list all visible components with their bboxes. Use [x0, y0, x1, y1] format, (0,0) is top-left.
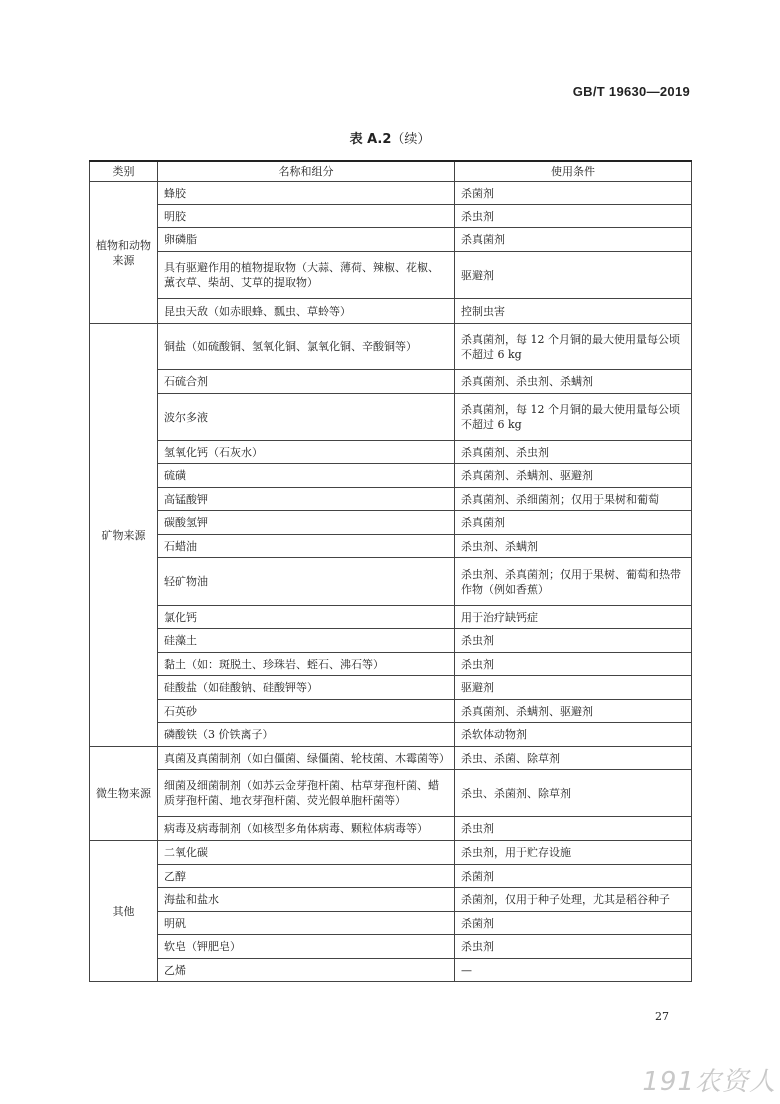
condition-cell: 杀虫剂，用于贮存设施 — [455, 841, 692, 865]
name-cell: 波尔多液 — [158, 394, 455, 441]
condition-cell: 杀真菌剂 — [455, 511, 692, 535]
condition-cell: 杀菌剂 — [455, 865, 692, 888]
name-cell: 海盐和盐水 — [158, 888, 455, 912]
category-cell: 矿物来源 — [90, 324, 158, 747]
table-row — [90, 228, 692, 252]
condition-cell: 杀虫剂、杀真菌剂；仅用于果树、葡萄和热带作物（例如香蕉） — [455, 558, 692, 606]
table-row — [90, 747, 692, 770]
condition-cell: 驱避剂 — [455, 252, 692, 299]
condition-cell: 杀真菌剂，每 12 个月铜的最大使用量每公顷不超过 6 kg — [455, 324, 692, 370]
table-title-number: 表 A.2 — [349, 132, 392, 147]
condition-cell: — — [455, 959, 692, 982]
table-title — [0, 128, 780, 147]
name-cell: 氯化钙 — [158, 606, 455, 629]
condition-cell: 杀菌剂，仅用于种子处理，尤其是稻谷种子 — [455, 888, 692, 912]
table-row — [90, 653, 692, 676]
condition-cell: 杀真菌剂、杀螨剂、驱避剂 — [455, 464, 692, 488]
table-row — [90, 935, 692, 959]
table-title-suffix: （续） — [391, 132, 431, 147]
condition-cell: 杀虫、杀菌、除草剂 — [455, 747, 692, 770]
category-cell: 植物和动物来源 — [90, 182, 158, 324]
name-cell: 明胶 — [158, 205, 455, 228]
table-row — [90, 488, 692, 511]
condition-cell: 杀真菌剂、杀虫剂、杀螨剂 — [455, 370, 692, 394]
name-cell: 细菌及细菌制剂（如苏云金芽孢杆菌、枯草芽孢杆菌、蜡质芽孢杆菌、地衣芽孢杆菌、荧光假单胞杆菌等） — [158, 770, 455, 817]
condition-cell: 杀虫剂 — [455, 629, 692, 653]
condition-cell: 杀虫剂 — [455, 817, 692, 841]
table-row — [90, 441, 692, 464]
condition-cell: 杀菌剂 — [455, 912, 692, 935]
watermark-logo: 191农资人 — [642, 1067, 776, 1097]
column-header-condition: 使用条件 — [455, 161, 692, 182]
table-row — [90, 817, 692, 841]
condition-cell: 杀软体动物剂 — [455, 723, 692, 747]
condition-cell: 杀真菌剂，每 12 个月铜的最大使用量每公顷不超过 6 kg — [455, 394, 692, 441]
name-cell: 昆虫天敌（如赤眼蜂、瓢虫、草蛉等） — [158, 299, 455, 324]
name-cell: 明矾 — [158, 912, 455, 935]
pesticide-table — [89, 160, 692, 982]
condition-cell: 杀虫剂 — [455, 935, 692, 959]
name-cell: 真菌及真菌制剂（如白僵菌、绿僵菌、轮枝菌、木霉菌等） — [158, 747, 455, 770]
table-row — [90, 252, 692, 299]
name-cell: 黏土（如：斑脱土、珍珠岩、蛭石、沸石等） — [158, 653, 455, 676]
table-row — [90, 205, 692, 228]
name-cell: 蜂胶 — [158, 182, 455, 205]
category-cell: 微生物来源 — [90, 747, 158, 841]
table-row — [90, 700, 692, 723]
table-row — [90, 770, 692, 817]
table-row — [90, 511, 692, 535]
name-cell: 病毒及病毒制剂（如核型多角体病毒、颗粒体病毒等） — [158, 817, 455, 841]
condition-cell: 杀虫剂 — [455, 205, 692, 228]
column-header-category: 类别 — [90, 161, 158, 182]
table-row — [90, 959, 692, 982]
table-row — [90, 841, 692, 865]
name-cell: 石英砂 — [158, 700, 455, 723]
condition-cell: 控制虫害 — [455, 299, 692, 324]
table-row — [90, 629, 692, 653]
table-row — [90, 676, 692, 700]
table-row — [90, 912, 692, 935]
name-cell: 硫磺 — [158, 464, 455, 488]
table-row — [90, 394, 692, 441]
name-cell: 乙醇 — [158, 865, 455, 888]
table-body — [90, 182, 692, 982]
condition-cell: 杀菌剂 — [455, 182, 692, 205]
table-row — [90, 888, 692, 912]
condition-cell: 杀虫剂 — [455, 653, 692, 676]
page-number: 27 — [655, 1010, 669, 1023]
name-cell: 硅酸盐（如硅酸钠、硅酸钾等） — [158, 676, 455, 700]
name-cell: 硅藻土 — [158, 629, 455, 653]
table-row — [90, 370, 692, 394]
condition-cell: 杀真菌剂、杀螨剂、驱避剂 — [455, 700, 692, 723]
table-row — [90, 723, 692, 747]
name-cell: 具有驱避作用的植物提取物（大蒜、薄荷、辣椒、花椒、薰衣草、柴胡、艾草的提取物） — [158, 252, 455, 299]
condition-cell: 杀虫、杀菌剂、除草剂 — [455, 770, 692, 817]
condition-cell: 杀真菌剂 — [455, 228, 692, 252]
name-cell: 磷酸铁（3 价铁离子） — [158, 723, 455, 747]
condition-cell: 驱避剂 — [455, 676, 692, 700]
table-row — [90, 464, 692, 488]
name-cell: 碳酸氢钾 — [158, 511, 455, 535]
name-cell: 轻矿物油 — [158, 558, 455, 606]
table-row — [90, 865, 692, 888]
condition-cell: 用于治疗缺钙症 — [455, 606, 692, 629]
name-cell: 铜盐（如硫酸铜、氢氧化铜、氯氧化铜、辛酸铜等） — [158, 324, 455, 370]
table-row — [90, 535, 692, 558]
condition-cell: 杀真菌剂、杀细菌剂；仅用于果树和葡萄 — [455, 488, 692, 511]
name-cell: 石硫合剂 — [158, 370, 455, 394]
category-cell: 其他 — [90, 841, 158, 982]
name-cell: 二氧化碳 — [158, 841, 455, 865]
table-row — [90, 299, 692, 324]
table-row — [90, 558, 692, 606]
name-cell: 乙烯 — [158, 959, 455, 982]
name-cell: 卵磷脂 — [158, 228, 455, 252]
name-cell: 软皂（钾肥皂） — [158, 935, 455, 959]
name-cell: 氢氧化钙（石灰水） — [158, 441, 455, 464]
condition-cell: 杀真菌剂、杀虫剂 — [455, 441, 692, 464]
name-cell: 高锰酸钾 — [158, 488, 455, 511]
column-header-name: 名称和组分 — [158, 161, 455, 182]
table-row — [90, 606, 692, 629]
name-cell: 石蜡油 — [158, 535, 455, 558]
table-row — [90, 324, 692, 370]
table-row — [90, 182, 692, 205]
standard-code: GB/T 19630—2019 — [572, 84, 690, 99]
condition-cell: 杀虫剂、杀螨剂 — [455, 535, 692, 558]
